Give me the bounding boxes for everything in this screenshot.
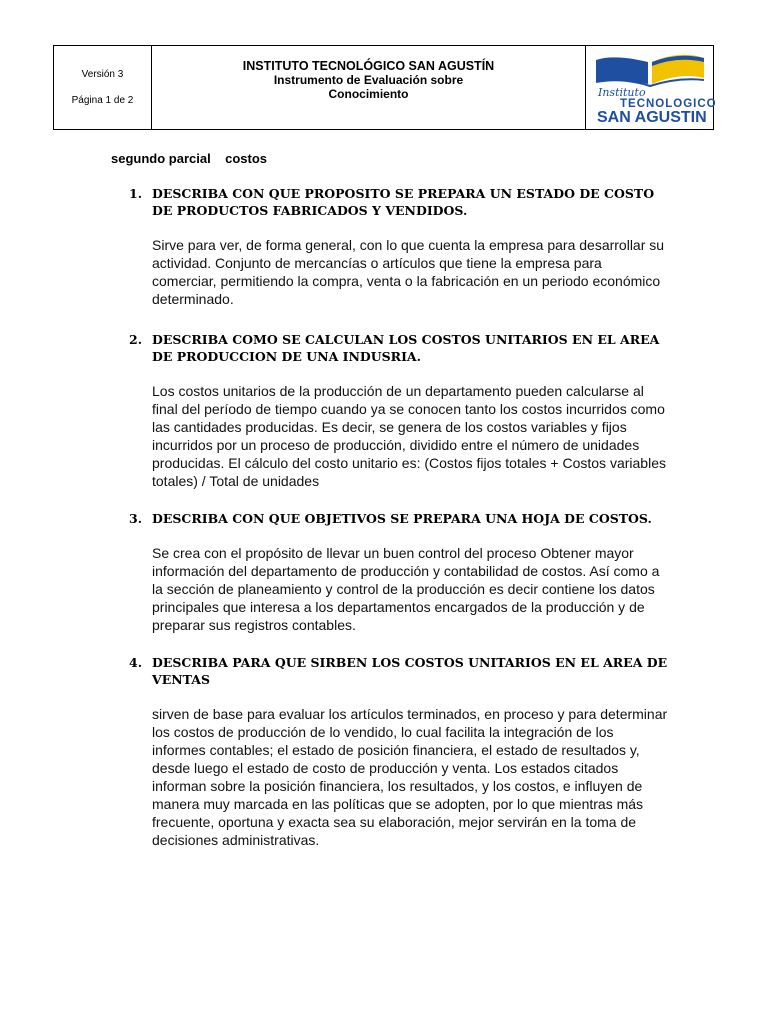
instrument-title-line2: Conocimiento (328, 87, 409, 101)
question-number: 1. (129, 186, 143, 201)
question-text: DESCRIBA PARA QUE SIRBEN LOS COSTOS UNITARIOS EN EL AREA DE VENTAS (152, 655, 668, 687)
question-number: 2. (129, 332, 143, 347)
header-version-cell (54, 46, 152, 129)
question-number: 4. (129, 655, 143, 670)
logo-line2: SAN AGUSTIN (596, 108, 707, 126)
answer-text: sirven de base para evaluar los artículos terminados, en proceso y para determinar los costos de producción de lo vendido, lo cual facilita la integración de los informes contables; el estado de posición financiera, el estado de resultados y, desde luego el estado de costo de producción y venta. Los estados citados informan sobre la posición financiera, los resultados, y los costos, e influyen de manera muy marcada en las políticas que se adopten, por lo que mientras más frecuente, oportuna y exacta sea su elaboración, mejor servirán en la toma de decisiones administrativas. (152, 706, 668, 848)
question-title (129, 331, 669, 365)
question-title (129, 510, 669, 527)
question-text: DESCRIBA CON QUE OBJETIVOS SE PREPARA UNA HOJA DE COSTOS. (152, 511, 652, 526)
header-title-cell (152, 46, 586, 129)
document-header (53, 45, 717, 130)
header-logo-cell (586, 46, 717, 129)
logo-line1: TECNOLOGICO (619, 97, 717, 110)
answer-text: Se crea con el propósito de llevar un buen control del proceso Obtener mayor información del departamento de producción y contabilidad de costos. Así como a la sección de planeamiento y control de la producción es decir contiene los datos principales que interesa a los departamentos encargados de la producción y de preparar sus registros contables. (152, 545, 660, 633)
institute-name: INSTITUTO TECNOLÓGICO SAN AGUSTÍN (242, 59, 495, 73)
logo-script-text: Instituto (597, 85, 646, 99)
question-number: 3. (129, 511, 143, 526)
question-title (129, 185, 669, 219)
question-1 (129, 185, 669, 308)
question-text: DESCRIBA COMO SE CALCULAN LOS COSTOS UNITARIOS EN EL AREA DE PRODUCCION DE UNA INDUSRIA. (152, 332, 660, 364)
question-text: DESCRIBA CON QUE PROPOSITO SE PREPARA UN ESTADO DE COSTO DE PRODUCTOS FABRICADOS Y VENDIDOS. (152, 186, 655, 218)
institute-logo (594, 52, 717, 126)
question-2 (129, 331, 669, 490)
version-label: Versión 3 (81, 68, 124, 80)
subject-heading: segundo parcial costos (111, 151, 268, 166)
instrument-title-line1: Instrumento de Evaluación sobre (273, 73, 464, 87)
answer-text: Sirve para ver, de forma general, con lo que cuenta la empresa para desarrollar su actividad. Conjunto de mercancías o artículos que tiene la empresa para comerciar, permitiendo la compra, venta o la fabricación en un periodo económico determinado. (152, 237, 665, 307)
question-title (129, 654, 669, 688)
answer-text: Los costos unitarios de la producción de un departamento pueden calcularse al final del período de tiempo cuando ya se conocen tanto los costos incurridos como las cantidades producidas. Es decir, se genera de los costos variables y fijos incurridos por un proceso de producción, dividido entre el número de unidades producidas. El cálculo del costo unitario es: (Costos fijos totales + Costos variables totales) / Total de unidades (152, 383, 666, 489)
question-3 (129, 510, 669, 634)
question-4 (129, 654, 669, 849)
logo-book-spine (596, 79, 704, 86)
page-number: Página 1 de 2 (71, 94, 134, 106)
